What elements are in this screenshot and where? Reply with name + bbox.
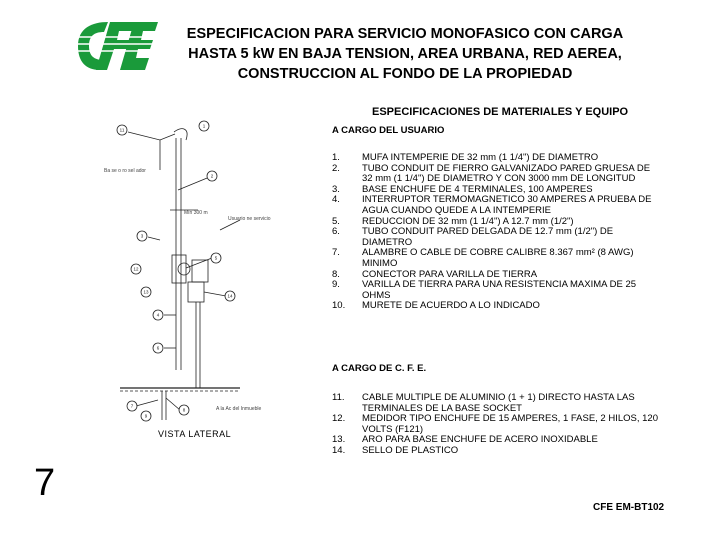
item-description: ARO PARA BASE ENCHUFE DE ACERO INOXIDABLE — [362, 434, 598, 446]
item-description: REDUCCION DE 32 mm (1 1/4") A 12.7 mm (1/2") — [362, 215, 574, 227]
item-number: 1. — [332, 152, 340, 163]
cfe-logo — [74, 20, 158, 72]
material-item — [332, 393, 662, 414]
item-number: 9. — [332, 279, 340, 291]
material-item — [332, 301, 662, 312]
item-description: ALAMBRE O CABLE DE COBRE CALIBRE 8.367 mm² (8 AWG) MINIMO — [362, 247, 634, 269]
svg-text:4: 4 — [156, 312, 160, 318]
note-base: Ba se o ro sel ador — [104, 168, 146, 174]
svg-text:12: 12 — [133, 266, 139, 272]
diagram-caption: VISTA LATERAL — [158, 429, 232, 439]
document-title — [160, 24, 650, 84]
svg-text:11: 11 — [119, 127, 125, 133]
item-description: BASE ENCHUFE DE 4 TERMINALES, 100 AMPERES — [362, 183, 593, 195]
item-description: VARILLA DE TIERRA PARA UNA RESISTENCIA MAXIMA DE 25 OHMS — [362, 279, 637, 301]
item-number: 4. — [332, 194, 340, 206]
item-number: 8. — [332, 268, 340, 280]
svg-text:14: 14 — [227, 293, 233, 299]
item-number: 14. — [332, 444, 346, 456]
title-line-1: ESPECIFICACION PARA SERVICIO MONOFASICO CON CARGA — [186, 26, 624, 42]
item-number: 12. — [332, 413, 346, 425]
page-number: 7 — [34, 462, 56, 504]
item-number: 5. — [332, 215, 340, 227]
note-usuario: Usuario ne servicio — [228, 216, 271, 222]
material-item — [332, 153, 662, 164]
item-number: 11. — [332, 392, 345, 403]
material-item — [332, 414, 662, 435]
item-number: 3. — [332, 183, 340, 195]
svg-text:5: 5 — [214, 255, 218, 261]
item-description: TUBO CONDUIT PARED DELGADA DE 12.7 mm (1/2") DE DIAMETRO — [362, 226, 614, 248]
note-inmueble: A la Ac del Inmueble — [216, 406, 262, 412]
title-line-2: HASTA 5 kW EN BAJA TENSION, AREA URBANA, RED AEREA, — [188, 46, 622, 62]
item-description: MURETE DE ACUERDO A LO INDICADO — [362, 300, 540, 312]
svg-text:13: 13 — [143, 289, 149, 295]
item-description: INTERRUPTOR TERMOMAGNETICO 30 AMPERES A PRUEBA DE AGUA CUANDO QUEDE A LA INTEMPERIE — [362, 194, 652, 216]
item-number: 10. — [332, 300, 346, 312]
item-description: TUBO CONDUIT DE FIERRO GALVANIZADO PARED GRUESA DE 32 mm (1 1/4") DE DIAMETRO Y CON 3000 mm DE LONGITUD — [362, 162, 651, 185]
svg-text:3: 3 — [140, 233, 144, 239]
item-number: 2. — [332, 162, 340, 174]
svg-text:2: 2 — [210, 173, 214, 179]
user-materials-list — [332, 153, 662, 312]
cfe-materials-list — [332, 393, 662, 457]
material-item — [332, 248, 662, 269]
item-description: MUFA INTEMPERIE DE 32 mm (1 1/4") DE DIAMETRO — [362, 152, 599, 163]
svg-text:1: 1 — [202, 123, 206, 129]
item-number: 6. — [332, 226, 340, 238]
svg-text:9: 9 — [144, 413, 148, 419]
item-description: CABLE MULTIPLE DE ALUMINIO (1 + 1) DIRECTO HASTA LAS TERMINALES DE LA BASE SOCKET — [362, 392, 635, 414]
title-line-3: CONSTRUCCION AL FONDO DE LA PROPIEDAD — [237, 66, 573, 82]
material-item — [332, 280, 662, 301]
item-description: SELLO DE PLASTICO — [362, 444, 459, 456]
item-number: 7. — [332, 247, 340, 259]
specifications-heading: ESPECIFICACIONES DE MATERIALES Y EQUIPO — [372, 106, 629, 118]
svg-text:6: 6 — [156, 345, 160, 351]
note-minimum: Mín 300 m — [184, 210, 208, 216]
material-item — [332, 446, 662, 457]
item-description: MEDIDOR TIPO ENCHUFE DE 15 AMPERES, 1 FASE, 2 HILOS, 120 VOLTS (F121) — [362, 413, 658, 435]
cfe-section-heading: A CARGO DE C. F. E. — [332, 363, 427, 374]
item-description: CONECTOR PARA VARILLA DE TIERRA — [362, 268, 538, 280]
material-item — [332, 195, 662, 216]
installation-diagram — [100, 110, 340, 450]
svg-text:7: 7 — [130, 403, 134, 409]
user-section-heading: A CARGO DEL USUARIO — [332, 125, 445, 136]
material-item — [332, 227, 662, 248]
material-item — [332, 164, 662, 185]
document-code: CFE EM-BT102 — [593, 502, 665, 513]
svg-text:8: 8 — [182, 407, 186, 413]
item-number: 13. — [332, 434, 346, 446]
